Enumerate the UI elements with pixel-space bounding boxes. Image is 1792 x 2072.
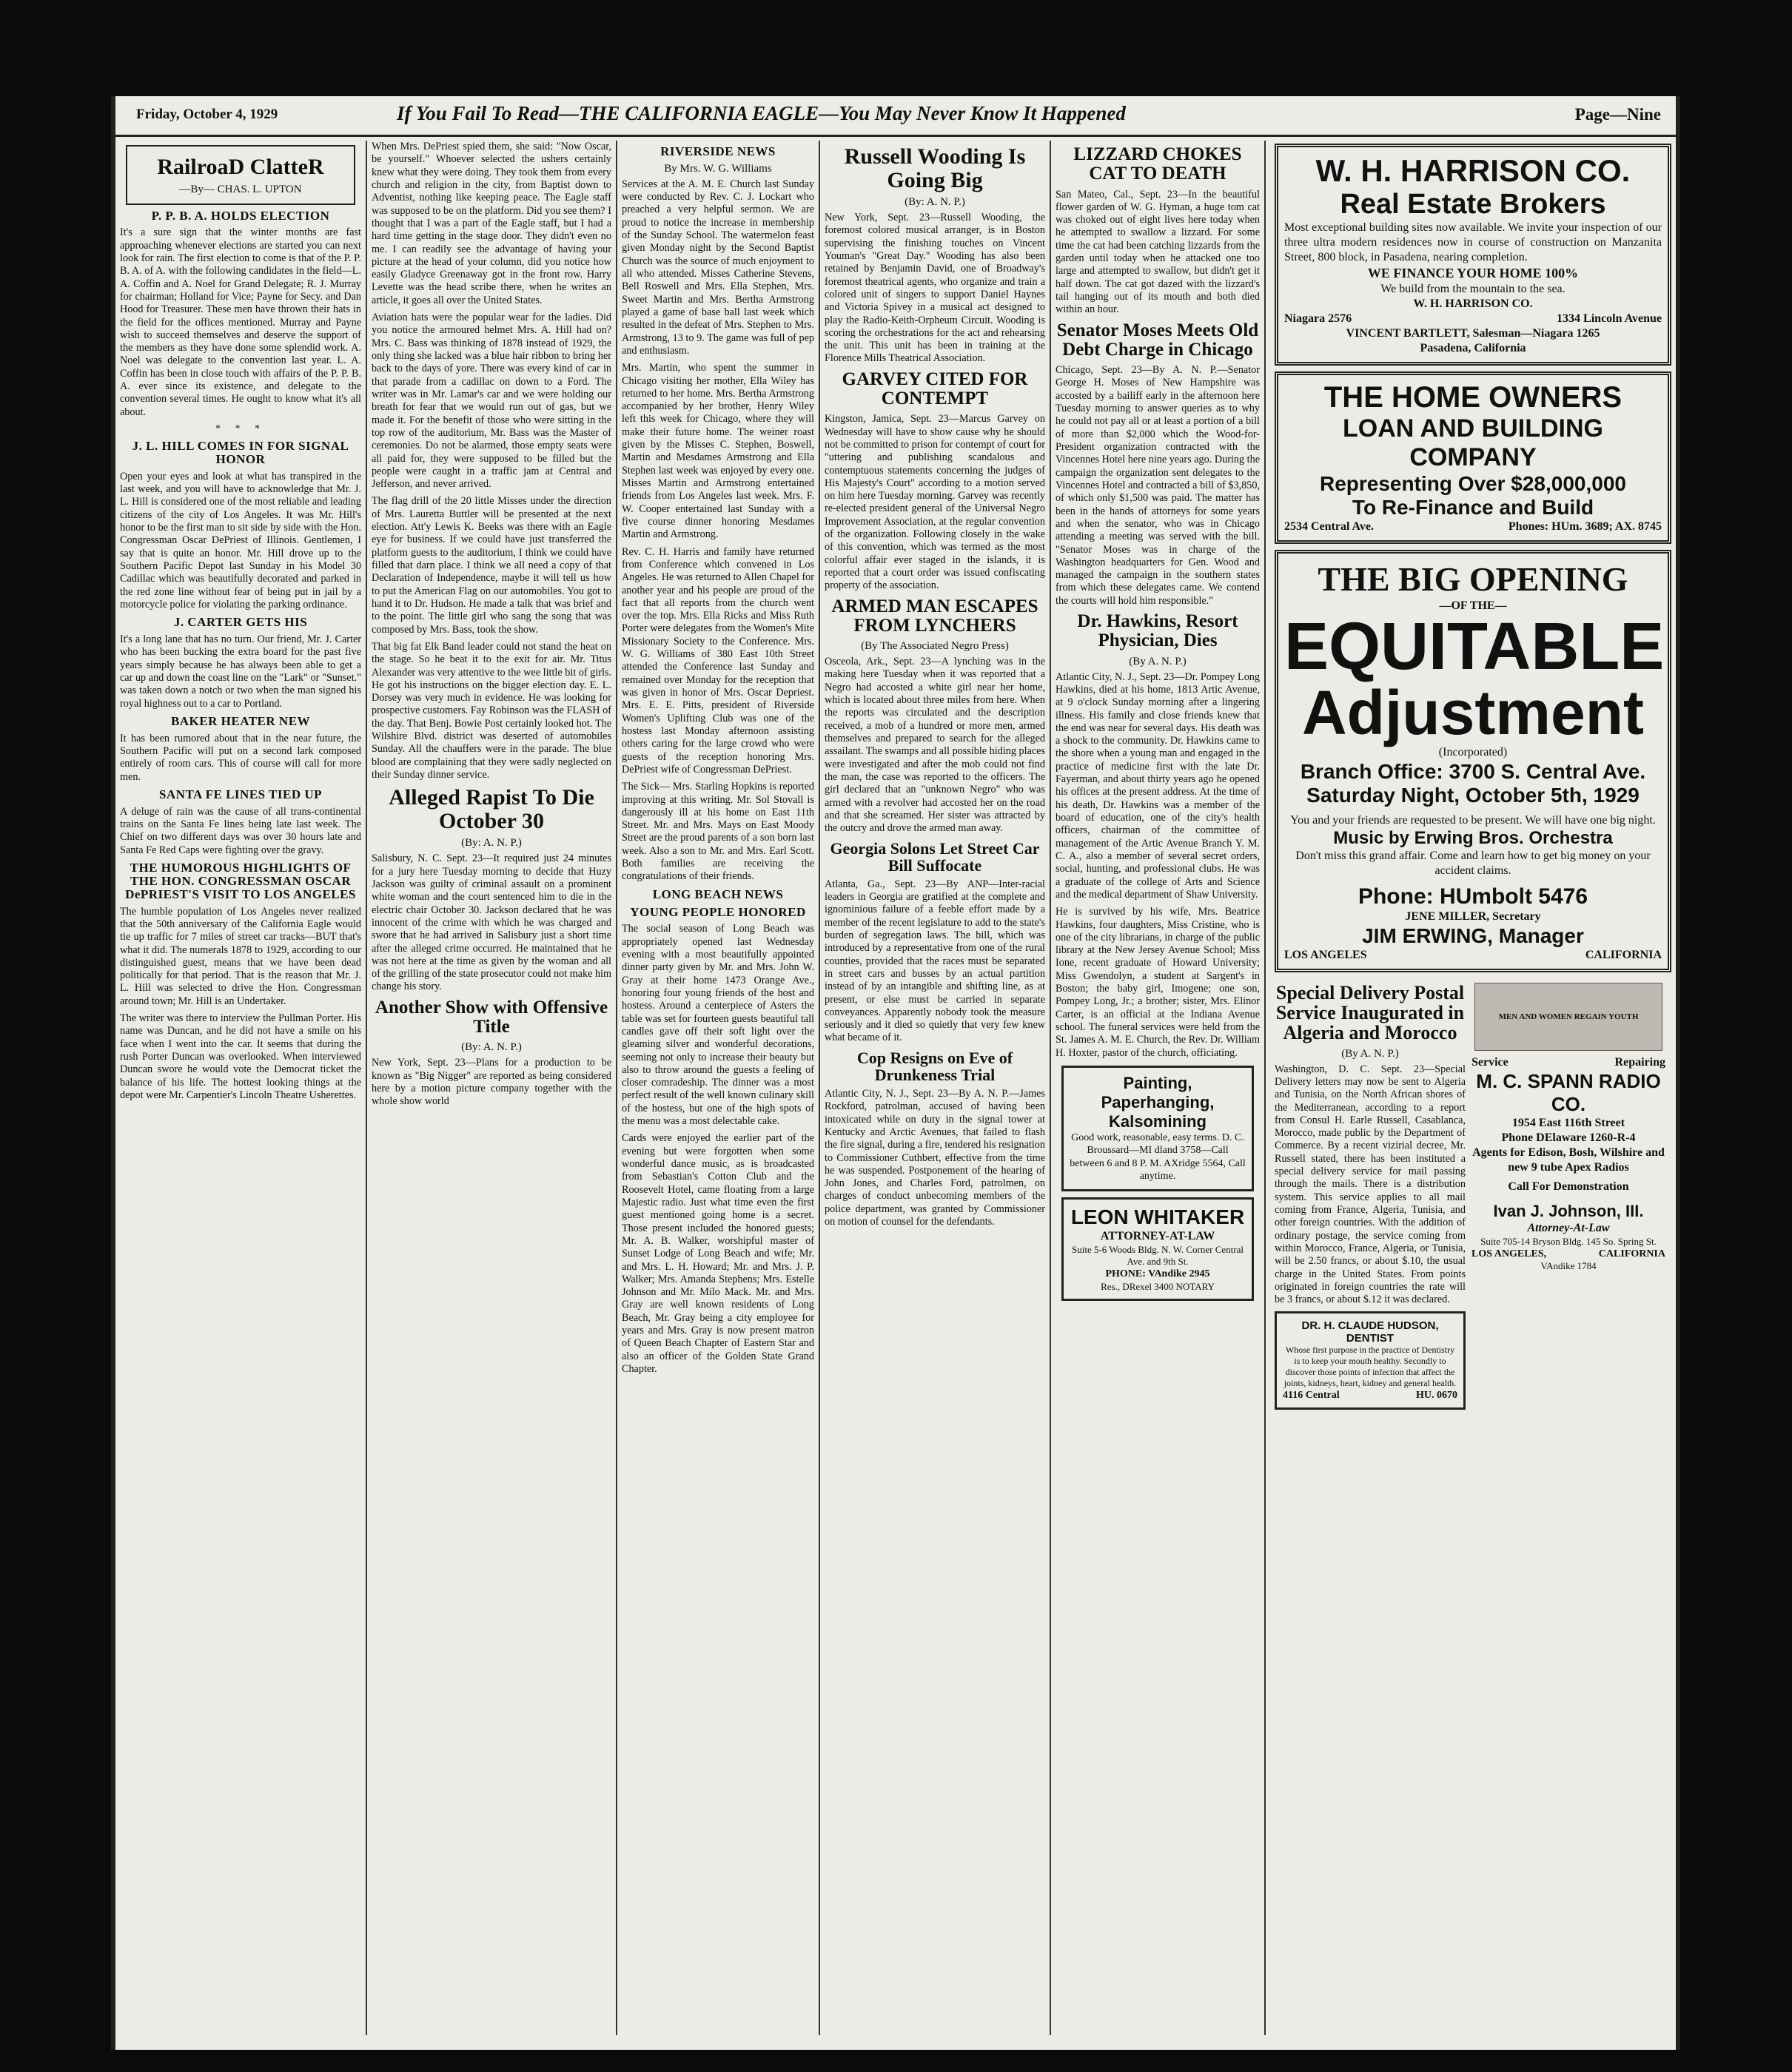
byline: (By A. N. P.) [1341, 1047, 1399, 1060]
ad-text: Call For Demonstration [1508, 1180, 1629, 1193]
headline: P. P. B. A. HOLDS ELECTION [151, 208, 330, 223]
ad-text: PHONE: VAndike 2945 [1105, 1268, 1210, 1280]
ad-text: Whose first purpose in the practice of Dentistry is to keep your mouth healthy. Secondly to discover those points of infection that affect the joints, kidneys, heart, kidney and general health. [1283, 1344, 1457, 1388]
ad-text: JENE MILLER, Secretary [1405, 909, 1541, 923]
headline: ARMED MAN ESCAPES FROM LYNCHERS [831, 596, 1038, 636]
article-text: Open your eyes and look at what has transpired in the last week, and you will have to acknowledge that Mr. J. L. Hill is considered one of the most reliable and leading citizens of the city of Los Angeles. It was Mr. Hill's honor to be the first man to sit side by side with the Hon. Congressman Oscar DePriest of Illinois. Gentlemen, I say that is quite an honor. Mr. Hill drove up to the Southern Pacific Depot last Sunday in his Model 30 Cadillac which was beautifully decorated and parked in the red zone line without fear of being put in jail by a motorcycle police for violating the parking ordinance. [120, 470, 361, 610]
ad-text: Most exceptional building sites now available. We invite your inspection of our three ultra modern residences now in course of construction on Manzanita Street, 800 block, in Pasadena, nearing completion. [1284, 221, 1662, 263]
ad-title: THE HOME OWNERS [1323, 380, 1622, 414]
ad-title: Ivan J. Johnson, III. [1493, 1201, 1644, 1220]
column-rule [1050, 141, 1051, 2035]
ad-text: Suite 705-14 Bryson Bldg. 145 So. Spring St. [1480, 1235, 1657, 1247]
column-title: RailroaD ClatteR [157, 155, 324, 179]
ad-dr-hudson [1275, 1311, 1466, 1410]
article-text: Rev. C. H. Harris and family have returned from Conference which convened in Los Angeles. He was returned to Allen Chapel for another year and his people are proud of the fact that all reports from the church went over the top. Mrs. Ella Ricks and Miss Ruth Porter were delegates from the Women's Mite Missionary Society to the Conference. Mrs. W. G. Williams of 380 East 10th Street attended the Conference last Sunday and remained over Monday for the reception that was given in honor of Mrs. Oscar Depriest. Mrs. E. E. Pitts, president of Riverside Women's Uplifting Club was one of the hostess last Monday afternoon assisting others caring for the large crowd who were guests of the reception honoring Mrs. DePriest wife of Congressman DePriest. [622, 545, 814, 776]
byline: By Mrs. W. G. Williams [664, 162, 772, 175]
headline: BAKER HEATER NEW [170, 713, 311, 728]
column-four [825, 141, 1045, 2042]
masthead-banner: If You Fail To Read—THE CALIFORNIA EAGLE—You May Never Know It Happened [397, 102, 1126, 124]
column-rule [366, 141, 367, 2035]
byline: (By: A. N. P.) [461, 1041, 522, 1054]
article-text: Osceola, Ark., Sept. 23—A lynching was in the making here Tuesday when it was reported that a Negro had accosted a white girl near her home, which is located about three miles from here. When the reports was circulated and the description received, a mob of a hundred or more men, armed themselves and prepared to search for the alleged assailant. The swamps and all possible hiding places were investigated and after the mob could not find the man, the case was reported to the officers. The girl declared that an "unknown Negro" who was armed with a revolver had accosted her on the road and that she screamed. Her sister was attracted by the outcry and drove the armed man away. [825, 656, 1045, 835]
ad-text: ATTORNEY-AT-LAW [1100, 1229, 1215, 1242]
ad-text: Service [1471, 1055, 1509, 1069]
ad-text: JIM ERWING, Manager [1362, 924, 1584, 947]
ad-text: Saturday Night, October 5th, 1929 [1306, 783, 1640, 807]
ad-youth-illustration [1474, 983, 1662, 1051]
ad-painting [1061, 1066, 1254, 1191]
ad-text: MEN AND WOMEN REGAIN YOUTH [1498, 1012, 1639, 1021]
article-text: Kingston, Jamica, Sept. 23—Marcus Garvey on Wednesday will have to show cause why he should not be committed to prison for contempt of court for "uttering and publishing scandalous and contemptuous statements concerning the judges of His Majesty's Court" according to a motion served on him here Tuesday morning. Garvey was recently re-elected president general of the Universal Negro Improvement Association, at the regular convention of the organization. Following closely in the wake of this convention, which was termed as the most colorful affair ever staged in the islands, it is reported that a court order was issued confiscating property of the association. [825, 413, 1045, 592]
column-railroad-clatter [120, 141, 361, 2042]
headline: Georgia Solons Let Street Car Bill Suffocate [830, 838, 1040, 875]
ad-text: HU. 0670 [1416, 1389, 1457, 1401]
article-text: Salisbury, N. C. Sept. 23—It required just 24 minutes for a jury here Tuesday morning to decide that Huzy Jackson was guilty of criminal assault on a prominent white woman and the court sentenced him to die in the electric chair October 30. Jackson declared that he was innocent of the crime with which he was charged and swore that he had arrived in Salisbury just a short time after the alleged crime occurred. He maintained that he was not here at the time as given by the woman and all of the grilling of the state prosecutor could not make him change his story. [372, 852, 611, 993]
ad-text: Repairing [1614, 1055, 1665, 1069]
headline: YOUNG PEOPLE HONORED [630, 904, 806, 919]
ad-equitable-adjustment [1275, 550, 1671, 972]
ad-text: Phones: HUm. 3689; AX. 8745 [1508, 519, 1662, 533]
ad-home-owners [1275, 371, 1671, 544]
ad-text: You and your friends are requested to be present. We will have one big night. [1290, 813, 1656, 827]
ad-leon-whitaker [1061, 1197, 1254, 1301]
ad-text: Good work, reasonable, easy terms. D. C. Broussard—MI dland 3758—Call between 6 and 8 P. M. AXridge 5564, Call anytime. [1070, 1131, 1246, 1183]
headline: Russell Wooding Is Going Big [844, 144, 1026, 192]
ad-text: 1334 Lincoln Avenue [1557, 312, 1662, 325]
headline: SANTA FE LINES TIED UP [158, 787, 323, 801]
article-text: The flag drill of the 20 little Misses under the direction of Mrs. Lauretta Buttler will be presented at the next election. Att'y Lewis K. Beeks was there with an Eagle eye for business. If we could have just transferred the platform guests to the auditorium, I think we could have filled that darn place. I think we all need a copy of that Declaration of Independence, maybe it will tell us how to put the American Flag on our automobiles. You got to hand it to Dr. Hudson. He made a talk that was brief and to the point. The little girl who sang the song that was composed by Mrs. Bass, took the show. [372, 495, 611, 636]
byline: —By— CHAS. L. UPTON [179, 183, 302, 195]
column-riverside-news [622, 141, 814, 2042]
article-text: Aviation hats were the popular wear for the ladies. Did you notice the armoured helmet Mrs. A. Hill had on? Mrs. C. Bass was thinking of 1878 instead of 1929, the only thing she lacked was a blue hair ribbon to bring her back to the days of yore. There was every kind of car in that parade from a cadillac on down to a Ford. The writer was in Mr. Lamar's car and we were holding our breath for fear that we would run out of gas, but we made it. For the benefit of those who were sitting in the top row of the auditorium, Mr. Bass was the Master of ceremonies. Do not be alarmed, those empty seats were all paid for, they were supposed to be filled but the people were caught in a traffic jam at Central and Jefferson, and never arrived. [372, 312, 611, 491]
headline: GARVEY CITED FOR CONTEMPT [842, 369, 1028, 408]
headline: J. L. HILL COMES IN FOR SIGNAL HONOR [132, 439, 349, 466]
headline: LONG BEACH NEWS [652, 887, 784, 901]
article-text: Chicago, Sept. 23—By A. N. P.—Senator George H. Moses of New Hampshire was accosted by a bailiff early in the afternoon here Tuesday morning to answer queries as to why he could not pay all or at least a portion of a bill of more than $2,000 which the Wood-for-President organization contracted with the Vincennes Hotel here nine years ago. During the campaign the organization sent delegates to the Vincennes Hotel and contracted a bill of $3,850, of which only $1,500 was paid. The matter has been in the hands of attorneys for some years and when the senator, who was in Chicago attending a meeting was served with the bill. "Senator Moses was in charge of the Washington headquarters for Gen. Wood and managed the campaign in the southern states from which these delegates came. We contend the courts will hold him responsible." [1056, 364, 1260, 607]
ad-text: Suite 5-6 Woods Bldg. N. W. Corner Central Ave. and 9th St. [1072, 1243, 1244, 1268]
ad-text: Res., DRexel 3400 NOTARY [1101, 1280, 1215, 1292]
article-text: He is survived by his wife, Mrs. Beatrice Hawkins, four daughters, Miss Cristine, who is one of the city librarians, in charge of the public library at the New Jersey Avenue School; Miss Ione, recent graduate of Howard University; Miss Gwendolyn, a student at Sargent's in Boston; the baby girl, Imogene; one son, Pompey Long, Jr.; a brother; sister, Mrs. Elinor Carter, is an official at the Indiana Avenue school. The funeral services were held from the St. James A. M. E. Church, the Rev. Dr. William H. Hoxter, pastor of the church, officiating. [1056, 906, 1260, 1059]
issue-date: Friday, October 4, 1929 [136, 107, 278, 122]
ad-text: W. H. HARRISON CO. [1413, 297, 1533, 310]
headline: Special Delivery Postal Service Inaugurated in Algeria and Morocco [1275, 981, 1465, 1044]
headline: J. CARTER GETS HIS [173, 615, 308, 630]
ad-text: VAndike 1784 [1540, 1260, 1597, 1272]
ad-title: M. C. SPANN RADIO CO. [1476, 1069, 1661, 1115]
article-text: Atlantic City, N. J., Sept. 23—Dr. Pompey Long Hawkins, died at his home, 1813 Artic Avenue, at 9 o'clock Sunday morning after a lingering illness. His family and close friends knew that the end was near for several days. His death was a shock to the community. Dr. Hawkins came to the shore when a young man and engaged in the practice of medicine first with the late Dr. Fayerman, and about thirty years ago he opened his offices at the present address. At the time of his death, Dr. Hawkins was a member of the board of education, one of the city's health officers, chairman of the committee of management of the Artic Avenue Branch Y. M. C. A., also a member of several secret orders, social, hunting, and professional clubs. He was a graduate of the college of Arts and Science and the medical department of Shaw University. [1056, 670, 1260, 901]
byline: (By: A. N. P.) [461, 837, 522, 850]
column-rule [819, 141, 820, 2035]
ad-text: —OF THE— [1439, 599, 1507, 612]
byline: (By A. N. P.) [1129, 655, 1187, 667]
ad-text: Don't miss this grand affair. Come and learn how to get big money on your accident claims. [1295, 849, 1651, 877]
ad-harrison [1275, 144, 1671, 366]
article-text: The Sick— Mrs. Starling Hopkins is reported improving at this writing. Mr. Sol Stovall is dangerously ill at his home on East 11th Street. Mr. and Mrs. Mays on East Moody Street are the proud parents of a son born last week. Also a son to Mr. and Mrs. Earl Scott. Both families are receiving the congratulations of their friends. [622, 781, 814, 883]
ad-text: Music by Erwing Bros. Orchestra [1333, 827, 1613, 848]
headline: RIVERSIDE NEWS [660, 144, 776, 158]
article-text: A deluge of rain was the cause of all trans-continental trains on the Santa Fe lines being late last week. The Chief on two different days was over 30 hours late and Santa Fe Red Caps were fighting over the gravy. [120, 805, 361, 856]
postal-article [1275, 978, 1466, 1413]
ad-contact-row [1283, 1389, 1457, 1402]
ad-text: 2534 Central Ave. [1284, 519, 1375, 533]
ad-title: LEON WHITAKER [1070, 1205, 1245, 1228]
ad-text: Branch Office: 3700 S. Central Ave. [1300, 759, 1646, 783]
ad-title: DR. H. CLAUDE HUDSON, DENTIST [1301, 1319, 1439, 1345]
ad-title: LOAN AND BUILDING COMPANY [1343, 414, 1603, 471]
ad-text: 1954 East 116th Street [1511, 1116, 1625, 1129]
article-text: New York, Sept. 23—Plans for a production to be known as "Big Nigger" are reported as being considered here by a motion picture company together with the whole show world [372, 1057, 611, 1108]
ad-text: Representing Over $28,000,000 [1319, 471, 1626, 495]
lower-ads-row [1275, 978, 1671, 1413]
article-text: When Mrs. DePriest spied them, she said: "Now Oscar, be yourself." Whoever selected the ushers certainly knew what they were doing. They took them from every church and religion in the city, from Baptist down to Adventist, nothing like keeping peace. The Eagle staff was supposed to be on the platform. Did you see them? I thought that I was a part of the Eagle staff, but I had a hard time getting in the stage door. They didn't even no me. I can readily see the advantage of having your picture at the head of your column, did you notice how easily Gladyce Greenaway got in the front row. Harry Levette was the head scribe there, when he writes an article, it goes all over the United States. [372, 141, 611, 306]
column-rule [616, 141, 617, 2035]
column-title-box [126, 145, 355, 205]
ad-title: W. H. HARRISON CO. [1315, 153, 1631, 188]
article-text: The humble population of Los Angeles never realized that the 50th anniversary of the California Eagle would tie up traffic for 7 miles of street car tracks—BUT that's what it did. The numerals 1878 to 1929, according to our distinguished guest, means that we have been dead politically for that period. That is the reason that Mr. J. L. Hill was selected to drive the Hon. Congressman around town; Mr. Hill is an Undertaker. [120, 905, 361, 1007]
article-text: It's a long lane that has no turn. Our friend, Mr. J. Carter who has been bucking the extra board for the past five years simply because he has always been able to get a car up and down the coast line on the "Lark" or "Sunset." was taken down a notch or two when the man signed his royal highness out to a car to Portland. [120, 633, 361, 710]
ad-text: WE FINANCE YOUR HOME 100% [1367, 266, 1579, 280]
ad-text: Pasadena, California [1420, 341, 1526, 354]
article-text: Atlanta, Ga., Sept. 23—By ANP—Inter-racial leaders in Georgia are gratified at the complete and ignominious failure of a feeble effort made by a member of the recent legislature to add to the state's burden of segregation laws. The bill, which was introduced by a representative from one of the rural counties, provided that the races must be separated in street cars and busses by an actual partition instead of by an intangible and shifting line, as at present, or else must be carried in separate conveyances. Apparently nobody took the measure seriously and it died so quietly that very few knew what became of it. [825, 878, 1045, 1044]
article-text: It has been rumored about that in the near future, the Southern Pacific will put on a second lark composed entirely of room cars. This of course will call for more men. [120, 732, 361, 783]
column-two [372, 141, 611, 2042]
ad-text: Agents for Edison, Bosh, Wilshire and new 9 tube Apex Radios [1472, 1146, 1665, 1174]
ad-spann-header [1471, 1055, 1665, 1070]
headline: Dr. Hawkins, Resort Physician, Dies [1077, 611, 1238, 651]
separator: * * * [215, 423, 266, 435]
column-five [1056, 141, 1260, 2042]
ad-contact-row [1284, 312, 1662, 326]
article-text: New York, Sept. 23—Russell Wooding, the foremost colored musical arranger, is in Boston supervising the finishing touches on Vincent Youman's "Great Day." Wooding has also been retained by Benjamin David, one of Broadway's foremost theatrical agents, who organize and train a colored unit of singers to support Daniel Haynes and Victoria Spivey in a musical act designed to play the Radio-Keith-Orpheum Circuit. Wooding is scoring the orchestrations for the act and rehearsing the unit. This unit has been in training at the Florence Mills Theatrical Association. [825, 212, 1045, 365]
article-text: Mrs. Martin, who spent the summer in Chicago visiting her mother, Ella Wiley has returned to her home. Mrs. Bertha Armstrong accompanied by her brother, Henry Wiley left this week for Chicago, where they will make their future home. The weiner roast given by the Misses C. Stephen, Boswell, Martin and Mesdames Armstrong and Ella Stephen last week was enjoyed by every one. Misses Martin and Armstrong entertained friends from Los Angeles last week. Mrs. F. W. Cooper entertained last Sunday with a five course dinner honoring Mesdames Martin and Armstrong. [622, 362, 814, 541]
ad-contact-row [1284, 519, 1662, 534]
ad-contact-row [1284, 948, 1662, 963]
article-text: The writer was there to interview the Pullman Porter. His name was Duncan, and he did not have a smile on his face when I went into the car. It seems that during the rush Porter Duncan was overlooked. When interviewed Duncan swore he would vote the Democrat ticket the balance of his life. The hottest looking things at the depot were Mr. Carpentier's Lincoln Theatre Usherettes. [120, 1012, 361, 1101]
headline: Cop Resigns on Eve of Drunkeness Trial [856, 1048, 1013, 1084]
small-ads-column [1471, 978, 1665, 1413]
article-text: Washington, D. C. Sept. 23—Special Delivery letters may now be sent to Algeria and Tunisia, on the North African shores of the Mediterranean, according to a report from Consul H. Earle Russell, Casablanca, Morocco, made public by the Department of Commerce. By a recent vizirial decree, Mr. Russell stated, there has been instituted a special delivery service for mail passing through the mails. There is a distribution system. This service applies to all mail coming from France, Algeria, Tunisia, and other foreign countries. With the addition of ordinary postage, the service coming from within Morocco, France, Algeria, or Tunisia, will be 2.50 francs, or about $.10, the usual charge in the United States. From points originated in foreign countries the rate will be 3 francs, or about $.12 it was declared. [1275, 1063, 1466, 1306]
ad-title: THE BIG OPENING [1318, 559, 1628, 598]
ad-text: To Re-Finance and Build [1352, 495, 1594, 519]
ad-text: Phone DElaware 1260-R-4 [1501, 1131, 1636, 1144]
headline: THE HUMOROUS HIGHLIGHTS OF THE HON. CONGRESSMAN OSCAR DePRIEST'S VISIT TO LOS ANGELES [125, 861, 356, 901]
byline: (By The Associated Negro Press) [861, 640, 1009, 653]
ad-text: Niagara 2576 [1284, 312, 1352, 325]
ad-text: VINCENT BARTLETT, Salesman—Niagara 1265 [1346, 326, 1600, 340]
byline: (By: A. N. P.) [905, 196, 965, 208]
ad-text: Attorney-At-Law [1527, 1221, 1610, 1234]
ad-text: We build from the mountain to the sea. [1380, 282, 1566, 295]
article-text: The social season of Long Beach was appropriately opened last Wednesday evening with a most beautifully appointed dinner party given by Mr. and Mrs. John W. Gray at their home 1473 Orange Ave., honoring four young friends of the host and hostess. Around a centerpiece of Asters the table was set for fourteen guests beautiful tall candles gave off their soft light over the gleaming silver and wonderful decorations, seeming not only to increase their beauty but also to throw around the guests a feeling of closer comradeship. The dinner was a most perfect result of the well known culinary skill of the hostess, but one of the high spots of the menu was a most delectable cake. [622, 923, 814, 1128]
ad-text: (Incorporated) [1438, 745, 1508, 758]
ad-text: CALIFORNIA [1585, 948, 1662, 961]
ad-title: Adjustment [1302, 677, 1644, 747]
headline: Alleged Rapist To Die October 30 [389, 785, 594, 833]
headline: Senator Moses Meets Old Debt Charge in Chicago [1056, 320, 1259, 360]
ad-contact-row [1471, 1248, 1665, 1261]
article-text: Atlantic City, N. J., Sept. 23—By A. N. P.—James Rockford, patrolman, accused of having been intoxicated while on duty in the signal tower at Kentucky and Arctic Avenues, that failed to flash the fire signal, during a fire, tendered his resignation to Commissioner Cuthbert, effective from the time he was suspended. Postponement of the hearing of John Jones, and Charles Ford, patrolmen, on charges of conduct unbecoming members of the police department, was granted by Commissioner on motion of counsel for the defendants. [825, 1087, 1045, 1228]
ad-ivan-johnson [1471, 1202, 1665, 1273]
page-number: Page—Nine [1574, 105, 1661, 124]
ad-text: 4116 Central [1283, 1389, 1340, 1401]
article-text: That big fat Elk Band leader could not stand the heat on the stage. So he beat it to the exit for air. Mr. Titus Alexander was very attentive to the wee little bit of girls. He got his instructions on the bigger election day. E. L. Dorsey was very much in evidence. He was looking for prospective customers. Fay Robinson was the FLASH of the day. That Benj. Bowie Post certainly looked hot. The Wilshire Blvd. district was deserted of automobiles Sunday. All the chauffers were in the parade. The blue blood are complaining that they were sadly neglected on their Sunday dinner service. [372, 640, 611, 781]
masthead [115, 96, 1676, 137]
ad-spann-radio [1471, 1070, 1665, 1194]
headline: LIZZARD CHOKES CAT TO DEATH [1073, 144, 1242, 184]
column-rule [1264, 141, 1266, 2035]
article-text: Services at the A. M. E. Church last Sunday were conducted by Rev. C. J. Lockart who preached a very helpful sermon. We are proud to notice the increase in membership of the Sunday School. The watermelon feast given Monday night by the Second Baptist Church was the source of much enjoyment to all who attended. Misses Catherine Stevens, Bell Roswell and Mrs. Ella Stephen, Mrs. Sweet Martin and Mrs. Bertha Armstrong played a game of base ball last week which resulted in the defeat of Mrs. Stephen to Mrs. Armstrong, 13 to 9. The game was full of pep and enthusiasm. [622, 178, 814, 357]
article-text: Cards were enjoyed the earlier part of the evening but were forgotten when some wonderful dance music, as is broadcasted from Sebastian's Cotton Club and the Roosevelt Hotel, came floating from a large Majestic radio. Just what time even the first guest mentioned going home is a secret. Those present included the honored guests; Mr. A. B. Walker, worshipful master of Sunset Lodge of Long Beach and wife; Mr. and Mrs. L. H. Howard; Mr. and Mrs. J. P. Walker; Mrs. Amanda Stephens; Mrs. Estelle Johnson and Mr. Milo Mack. Mr. and Mrs. Gray are well known residents of Long Beach, Mr. Gray being a city employee for years and Mrs. Gray is now present matron of Queen Beach Chapter of Eastern Star and also an officer of the Golden State Grand Chapter. [622, 1132, 814, 1376]
column-ads [1269, 141, 1677, 2042]
ad-text: LOS ANGELES [1284, 948, 1367, 961]
ad-title: EQUITABLE [1284, 609, 1665, 684]
headline: Another Show with Offensive Title [375, 997, 608, 1037]
ad-title: Painting, Paperhanging, Kalsomining [1101, 1073, 1215, 1131]
ad-subtitle: Real Estate Brokers [1340, 189, 1606, 220]
newspaper-page [111, 96, 1680, 2050]
article-text: San Mateo, Cal., Sept. 23—In the beautiful flower garden of W. G. Hyman, a huge tom cat was choked out of eight lives here today when he attempted to swallow a lizzard. For some time the cat had been catching lizzards from the garden until today when he attacked one too large and attempted to swallow, but didn't get it half down. The cat got dazed with the lizzard's tail hanging out of its mouth and both died within an hour. [1056, 188, 1260, 316]
ad-text: LOS ANGELES, [1471, 1248, 1547, 1259]
ad-text: CALIFORNIA [1598, 1248, 1665, 1259]
ad-text: Phone: HUmbolt 5476 [1358, 884, 1588, 909]
article-text: It's a sure sign that the winter months are fast approaching whenever elections are started you can next look for rain. The first election to come is that of the P. P. B. A. of A. with the following candidates in the field—L. A. Coffin and A. Noel for Grand Delegate; R. J. Murray for chairman; Holland for Vice; Payne for Secy. and Dan Hood for Treasurer. These men have thrown their hats in the field for the offices mentioned. Murray and Payne wish to succeed themselves and deserve the support of the members as they have done some splendid work. A. Noel was delegate to the convention last year. L. A. Coffin has been in close touch with affairs of the P. P. B. A. ever since its existence, and delegate to the convention several times. He ought to know what it's all about. [120, 226, 361, 418]
